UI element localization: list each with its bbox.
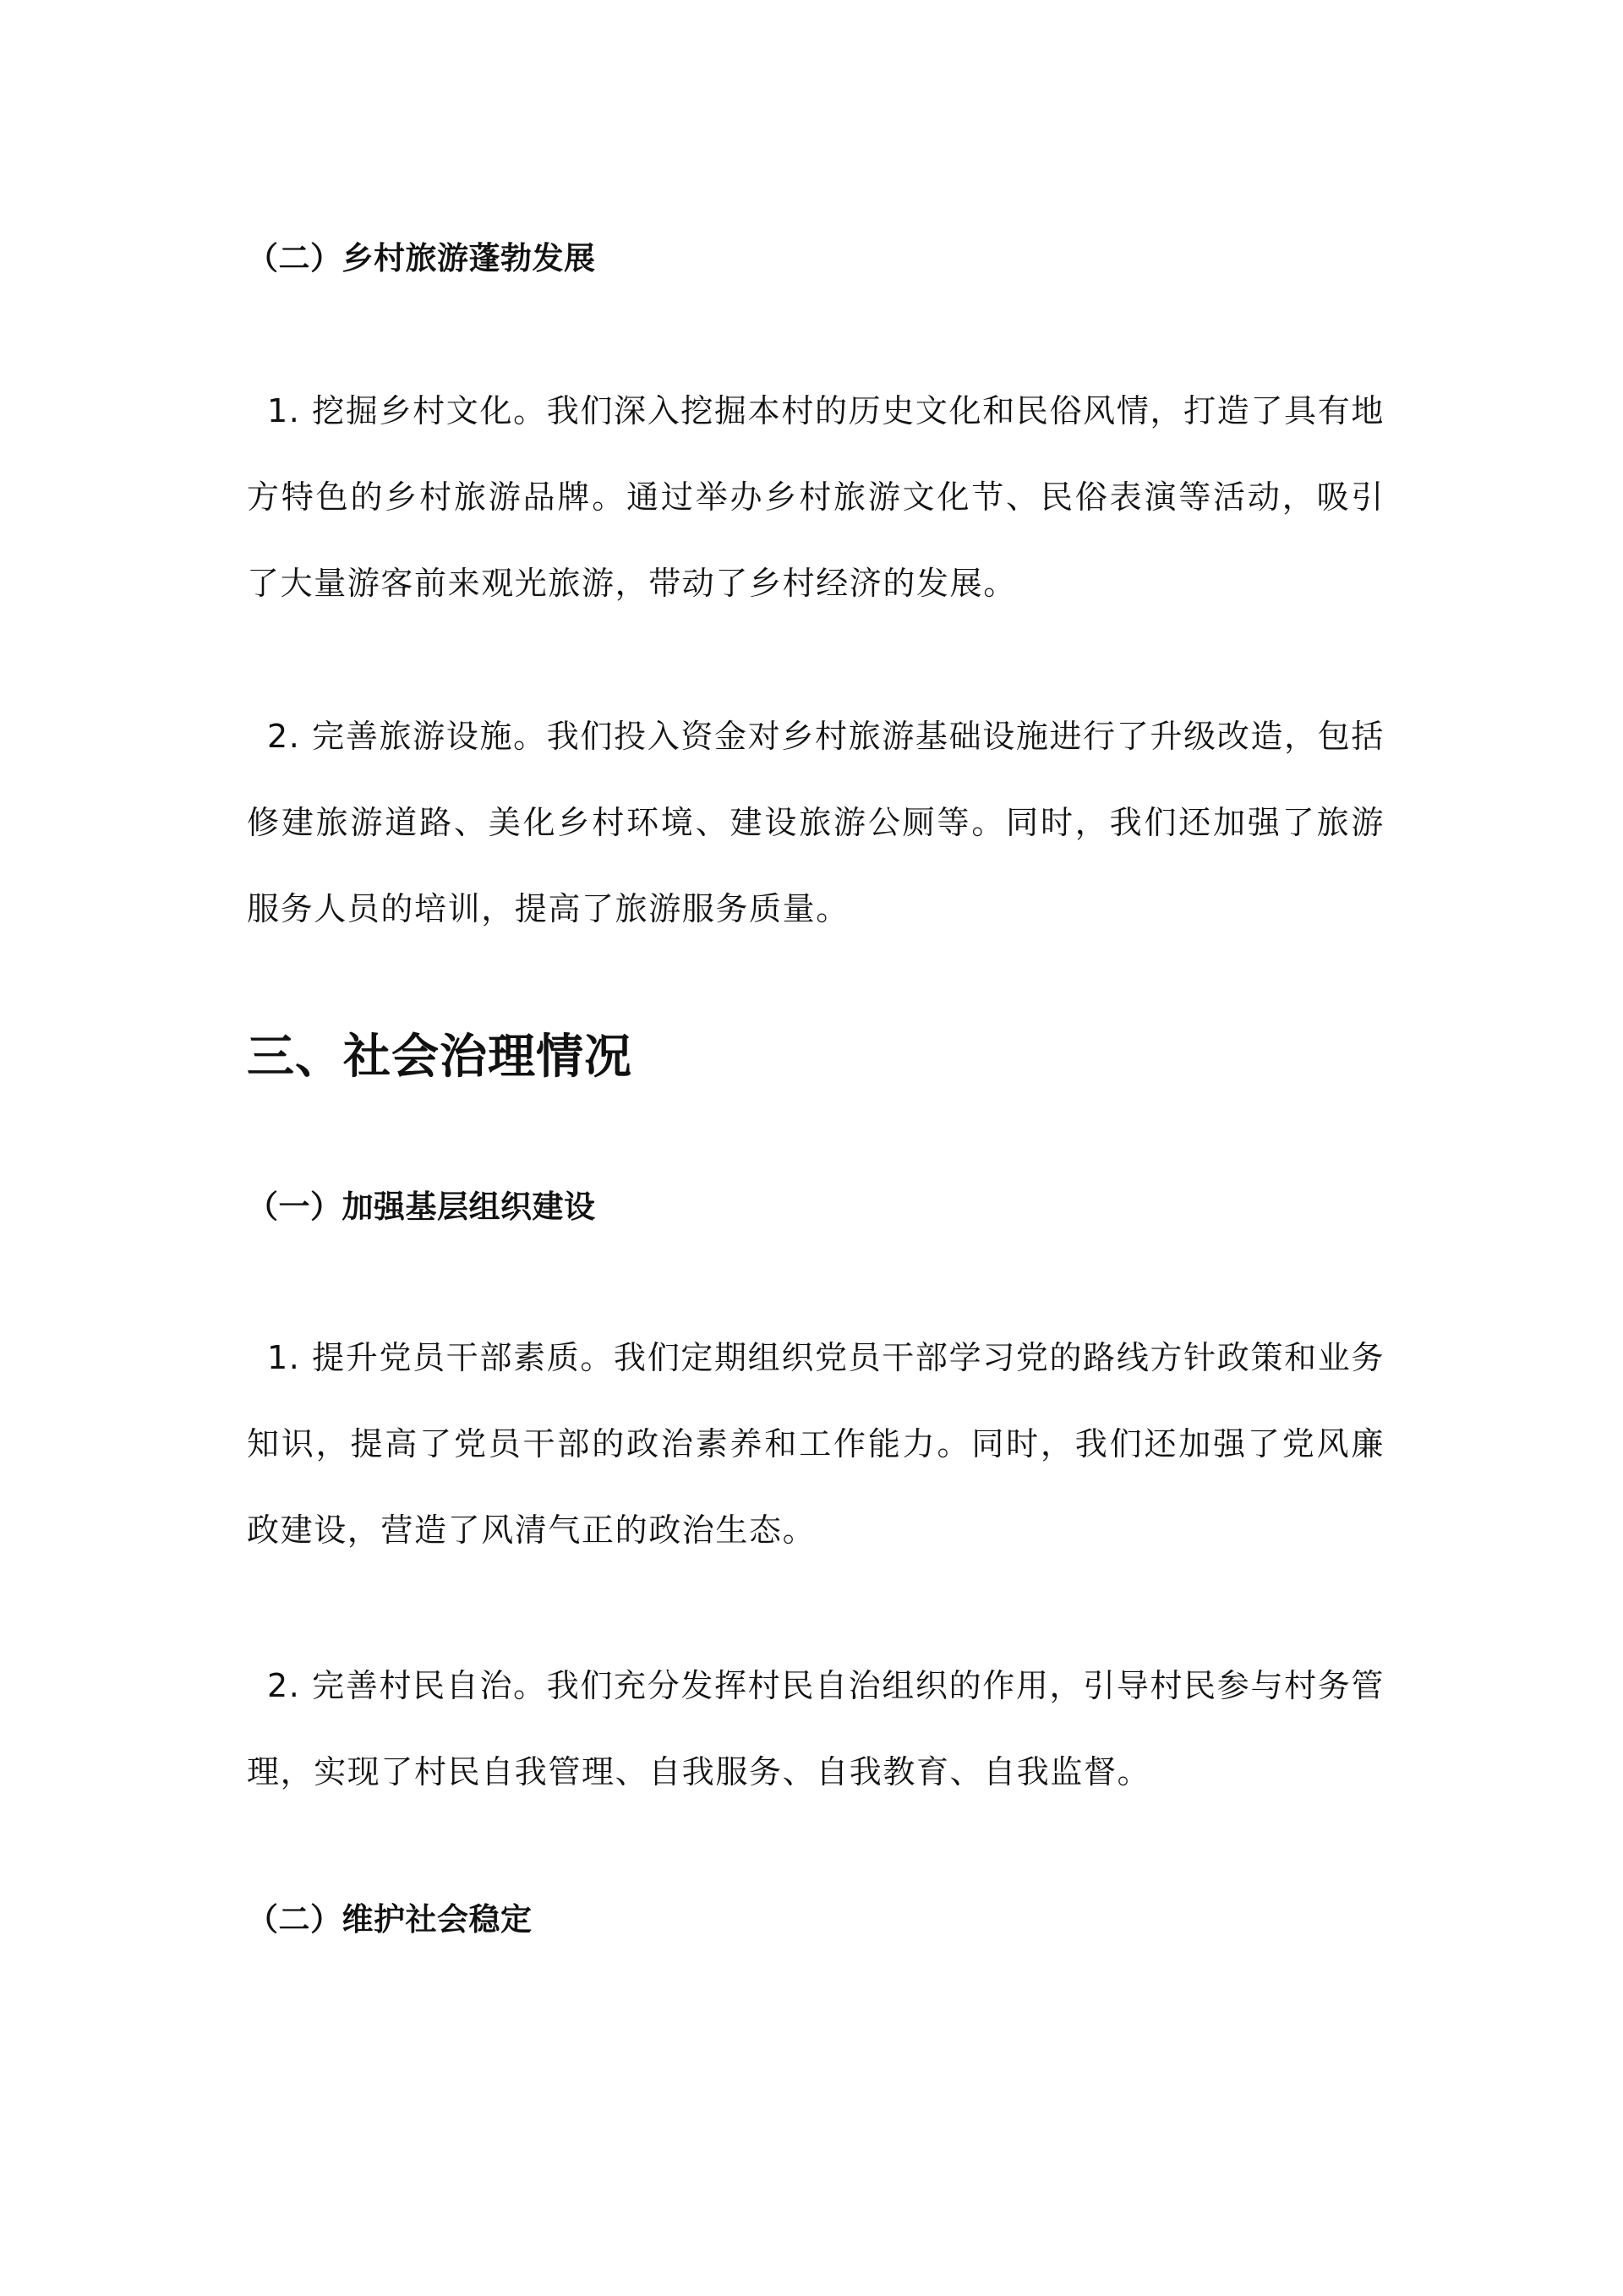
subsection-heading-rural-tourism: （二）乡村旅游蓬勃发展 <box>247 240 596 276</box>
paragraph-improve-cadre-quality: 1. 提升党员干部素质。我们定期组织党员干部学习党的路线方针政策和业务知识，提高了党员干部的政治素养和工作能力。同时，我们还加强了党风廉政建设，营造了风清气正的政治生态。 <box>247 1339 1385 1549</box>
paragraph-improve-tourism-facilities: 2. 完善旅游设施。我们投入资金对乡村旅游基础设施进行了升级改造，包括修建旅游道路、美化乡村环境、建设旅游公厕等。同时，我们还加强了旅游服务人员的培训，提高了旅游服务质量。 <box>247 718 1385 927</box>
subsection-heading-grassroots-organization: （一）加强基层组织建设 <box>247 1189 596 1225</box>
section-heading-social-governance: 三、社会治理情况 <box>247 1030 632 1085</box>
paragraph-villager-self-governance: 2. 完善村民自治。我们充分发挥村民自治组织的作用，引导村民参与村务管理，实现了村民自我管理、自我服务、自我教育、自我监督。 <box>247 1667 1385 1790</box>
paragraph-explore-rural-culture: 1. 挖掘乡村文化。我们深入挖掘本村的历史文化和民俗风情，打造了具有地方特色的乡村旅游品牌。通过举办乡村旅游文化节、民俗表演等活动，吸引了大量游客前来观光旅游，带动了乡村经济的发展。 <box>247 392 1385 602</box>
subsection-heading-social-stability: （二）维护社会稳定 <box>247 1901 533 1938</box>
